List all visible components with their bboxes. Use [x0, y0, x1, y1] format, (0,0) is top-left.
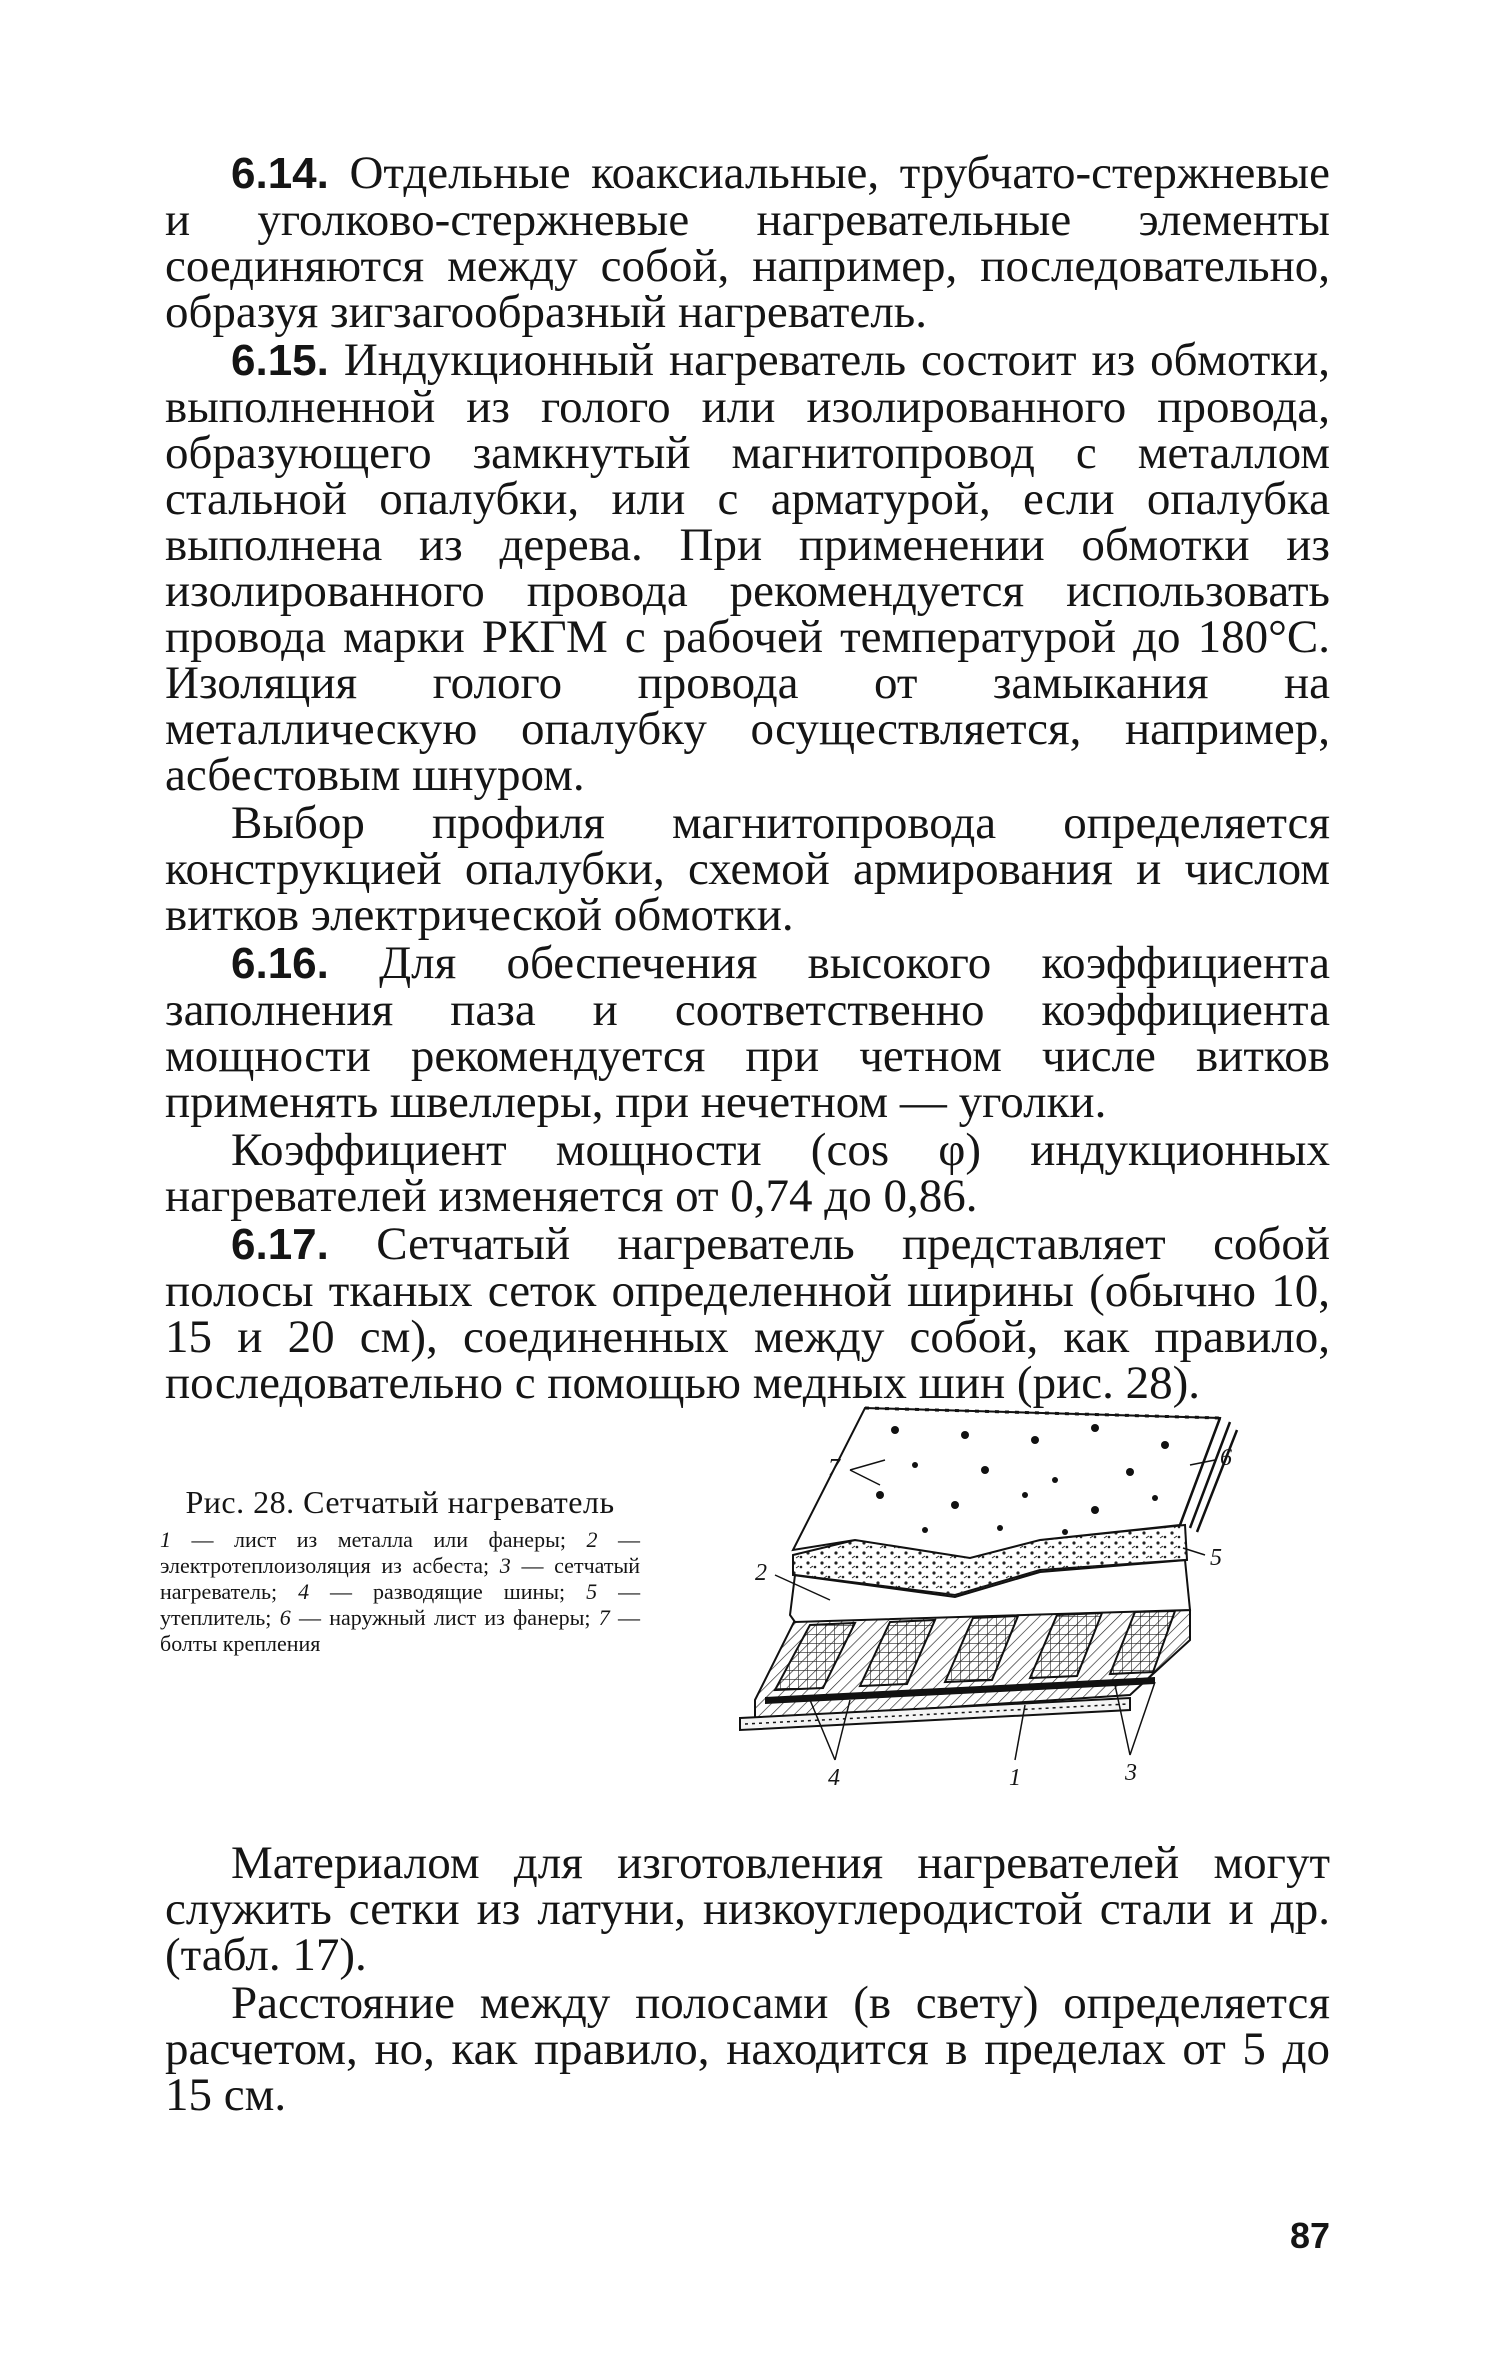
paragraph-text: Расстояние между полосами (в свету) определяется расчетом, но, как правило, находится в пределах от 5 до 15 см.	[165, 1977, 1330, 2121]
label-7: 7	[828, 1455, 840, 1481]
paragraph-text: Выбор профиля магнитопровода определяется конструкцией опалубки, схемой армирования и числом витков электрической обмотки.	[165, 797, 1330, 941]
legend-item-1: 1 — лист из металла или фанеры;	[160, 1527, 566, 1552]
label-1: 1	[1009, 1765, 1021, 1791]
label-6: 6	[1220, 1445, 1232, 1471]
paragraph-magnetic-profile	[165, 797, 1330, 941]
figure-caption	[160, 1485, 640, 1657]
legend-item-3: 3 — сетчатый нагреватель;	[160, 1553, 640, 1604]
legend-item-4: 4 — разводящие шины;	[298, 1579, 566, 1604]
label-2: 2	[755, 1560, 767, 1586]
paragraph-6-14	[165, 147, 1330, 338]
label-5: 5	[1210, 1545, 1222, 1571]
paragraph-spacing	[165, 1977, 1330, 2121]
paragraph-materials	[165, 1837, 1330, 1981]
legend-item-7: 7 — болты крепления	[160, 1605, 641, 1656]
legend-item-2: 2 — электротеплоизоляция из асбеста;	[160, 1527, 641, 1578]
legend-item-5: 5 — утеплитель;	[160, 1579, 641, 1630]
caption-title: Рис. 28. Сетчатый нагреватель	[185, 1484, 615, 1520]
text-block-top	[165, 147, 1331, 1409]
label-3: 3	[1125, 1760, 1137, 1786]
mesh-heater-diagram	[735, 1400, 1295, 1870]
paragraph-6-17	[165, 1218, 1330, 1409]
legend-item-6: 6 — наружный лист из фанеры;	[279, 1605, 591, 1630]
text-block-bottom	[165, 1837, 1330, 2121]
section-number: 6.14.	[231, 149, 329, 198]
paragraph-text: Индукционный нагреватель состоит из обмотки, выполненной из голого или изолированного провода, образующего замкнутый магнитопровод с металлом стальной опалубки, или с арматурой, если опалубка выполнена из дерева. При применении обмотки из изолированного провода рекомендуется использовать провода марки РКГМ с рабочей температурой до 180°С. Изоляция голого провода от замыкания на металлическую опалубку осуществляется, например, асбестовым шнуром.	[165, 334, 1331, 801]
section-number: 6.17.	[231, 1220, 329, 1269]
paragraph-6-15	[165, 334, 1331, 801]
label-4: 4	[828, 1765, 840, 1791]
paragraph-6-16	[165, 937, 1331, 1128]
paragraph-text: Для обеспечения высокого коэффициента заполнения паза и соответственно коэффициента мощности рекомендуется при четном числе витков применять швеллеры, при нечетном — уголки.	[165, 937, 1331, 1128]
paragraph-text: Материалом для изготовления нагревателей могут служить сетки из латуни, низкоуглеродистой стали и др. (табл. 17).	[165, 1837, 1330, 1981]
paragraph-text: Сетчатый нагреватель представляет собой полосы тканых сеток определенной ширины (обычно 10, 15 и 20 см), соединенных между собой, как правило, последовательно с помощью медных шин (рис. 28).	[165, 1218, 1330, 1409]
page-number: 87	[1290, 2215, 1331, 2256]
paragraph-text: Коэффициент мощности (cos φ) индукционных нагревателей изменяется от 0,74 до 0,86.	[165, 1124, 1330, 1222]
paragraph-power-factor	[165, 1124, 1330, 1222]
paragraph-text: Отдельные коаксиальные, трубчато-стержневые и уголково-стержневые нагревательные элементы соединяются между собой, например, последовательно, образуя зигзагообразный нагреватель.	[165, 147, 1330, 338]
section-number: 6.15.	[231, 336, 329, 385]
caption-legend	[160, 1527, 640, 1657]
section-number: 6.16.	[231, 939, 329, 988]
